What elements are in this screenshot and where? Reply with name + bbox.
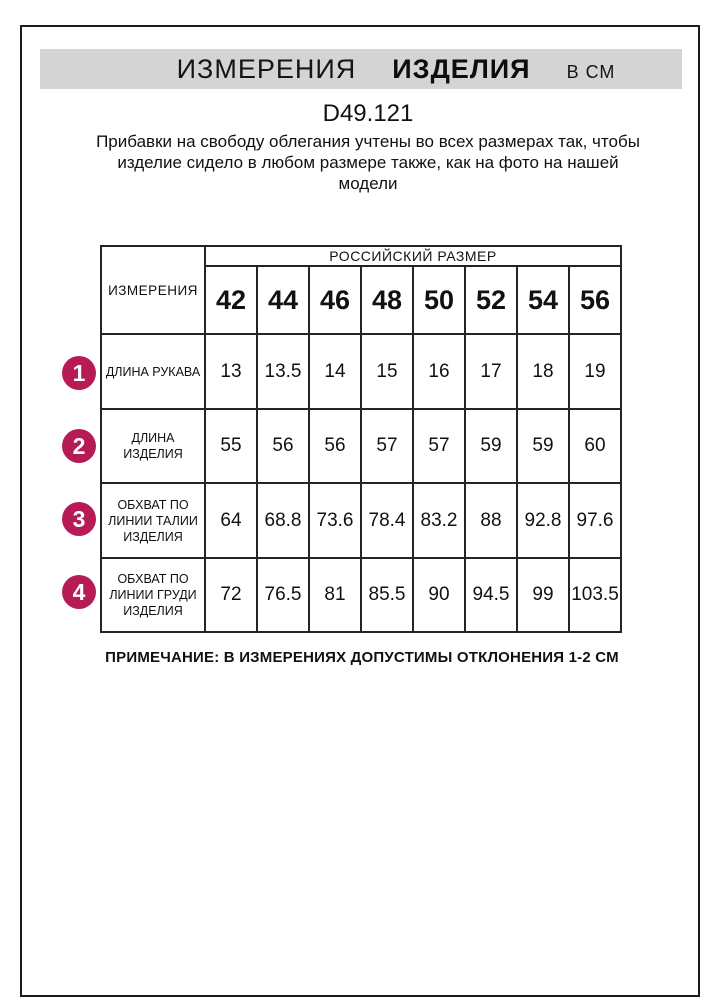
table-cell: 59 <box>517 409 569 483</box>
description <box>30 131 706 194</box>
table-cell: 94.5 <box>465 558 517 632</box>
table-cell: 56 <box>257 409 309 483</box>
table-cell: 68.8 <box>257 483 309 558</box>
size-header: 50 <box>413 266 465 334</box>
size-header: 54 <box>517 266 569 334</box>
table-cell: 83.2 <box>413 483 465 558</box>
table-cell: 64 <box>205 483 257 558</box>
row-number-badge-2: 2 <box>62 429 96 463</box>
title-units: В СМ <box>566 61 616 82</box>
page-frame <box>20 25 700 997</box>
table-cell: 16 <box>413 334 465 409</box>
product-code: D49.121 <box>322 100 414 127</box>
size-table <box>100 245 622 633</box>
title-bar <box>40 49 682 89</box>
table-cell: 60 <box>569 409 621 483</box>
table-cell: 97.6 <box>569 483 621 558</box>
size-group-header: РОССИЙСКИЙ РАЗМЕР <box>205 246 621 266</box>
table-corner-header: ИЗМЕРЕНИЯ <box>101 246 205 334</box>
table-row <box>101 558 621 632</box>
table-row <box>101 334 621 409</box>
table-cell: 57 <box>361 409 413 483</box>
table-cell: 72 <box>205 558 257 632</box>
row-number-badge-1: 1 <box>62 356 96 390</box>
table-cell: 81 <box>309 558 361 632</box>
size-header: 56 <box>569 266 621 334</box>
table-group-row <box>101 246 621 266</box>
table-cell: 13 <box>205 334 257 409</box>
title-product: ИЗДЕЛИЯ <box>392 53 531 84</box>
table-cell: 19 <box>569 334 621 409</box>
size-header: 48 <box>361 266 413 334</box>
size-header: 44 <box>257 266 309 334</box>
note: ПРИМЕЧАНИЕ: В ИЗМЕРЕНИЯХ ДОПУСТИМЫ ОТКЛОНЕНИЯ 1-2 СМ <box>105 649 619 666</box>
table-row <box>101 409 621 483</box>
table-cell: 76.5 <box>257 558 309 632</box>
row-label: ОБХВАТ ПО ЛИНИИ ГРУДИ ИЗДЕЛИЯ <box>101 558 205 632</box>
table-cell: 73.6 <box>309 483 361 558</box>
row-number-badge-3: 3 <box>62 502 96 536</box>
table-cell: 78.4 <box>361 483 413 558</box>
description-line: изделие сидело в любом размере также, как на фото на нашей <box>117 153 619 172</box>
description-line: Прибавки на свободу облегания учтены во всех размерах так, чтобы <box>96 132 640 151</box>
table-cell: 18 <box>517 334 569 409</box>
size-header: 42 <box>205 266 257 334</box>
size-header: 46 <box>309 266 361 334</box>
title <box>177 54 616 85</box>
table-row <box>101 483 621 558</box>
table-cell: 88 <box>465 483 517 558</box>
table-cell: 14 <box>309 334 361 409</box>
table-cell: 56 <box>309 409 361 483</box>
row-label: ДЛИНА ИЗДЕЛИЯ <box>101 409 205 483</box>
table-cell: 17 <box>465 334 517 409</box>
size-header: 52 <box>465 266 517 334</box>
row-number-badge-4: 4 <box>62 575 96 609</box>
table-cell: 90 <box>413 558 465 632</box>
table-cell: 99 <box>517 558 569 632</box>
table-cell: 59 <box>465 409 517 483</box>
row-label: ОБХВАТ ПО ЛИНИИ ТАЛИИ ИЗДЕЛИЯ <box>101 483 205 558</box>
table-cell: 103.5 <box>569 558 621 632</box>
row-label: ДЛИНА РУКАВА <box>101 334 205 409</box>
table-cell: 92.8 <box>517 483 569 558</box>
table-cell: 57 <box>413 409 465 483</box>
table-cell: 85.5 <box>361 558 413 632</box>
title-measurements: ИЗМЕРЕНИЯ <box>176 53 357 84</box>
table-cell: 15 <box>361 334 413 409</box>
table-cell: 13.5 <box>257 334 309 409</box>
description-line: модели <box>338 174 398 193</box>
table-cell: 55 <box>205 409 257 483</box>
